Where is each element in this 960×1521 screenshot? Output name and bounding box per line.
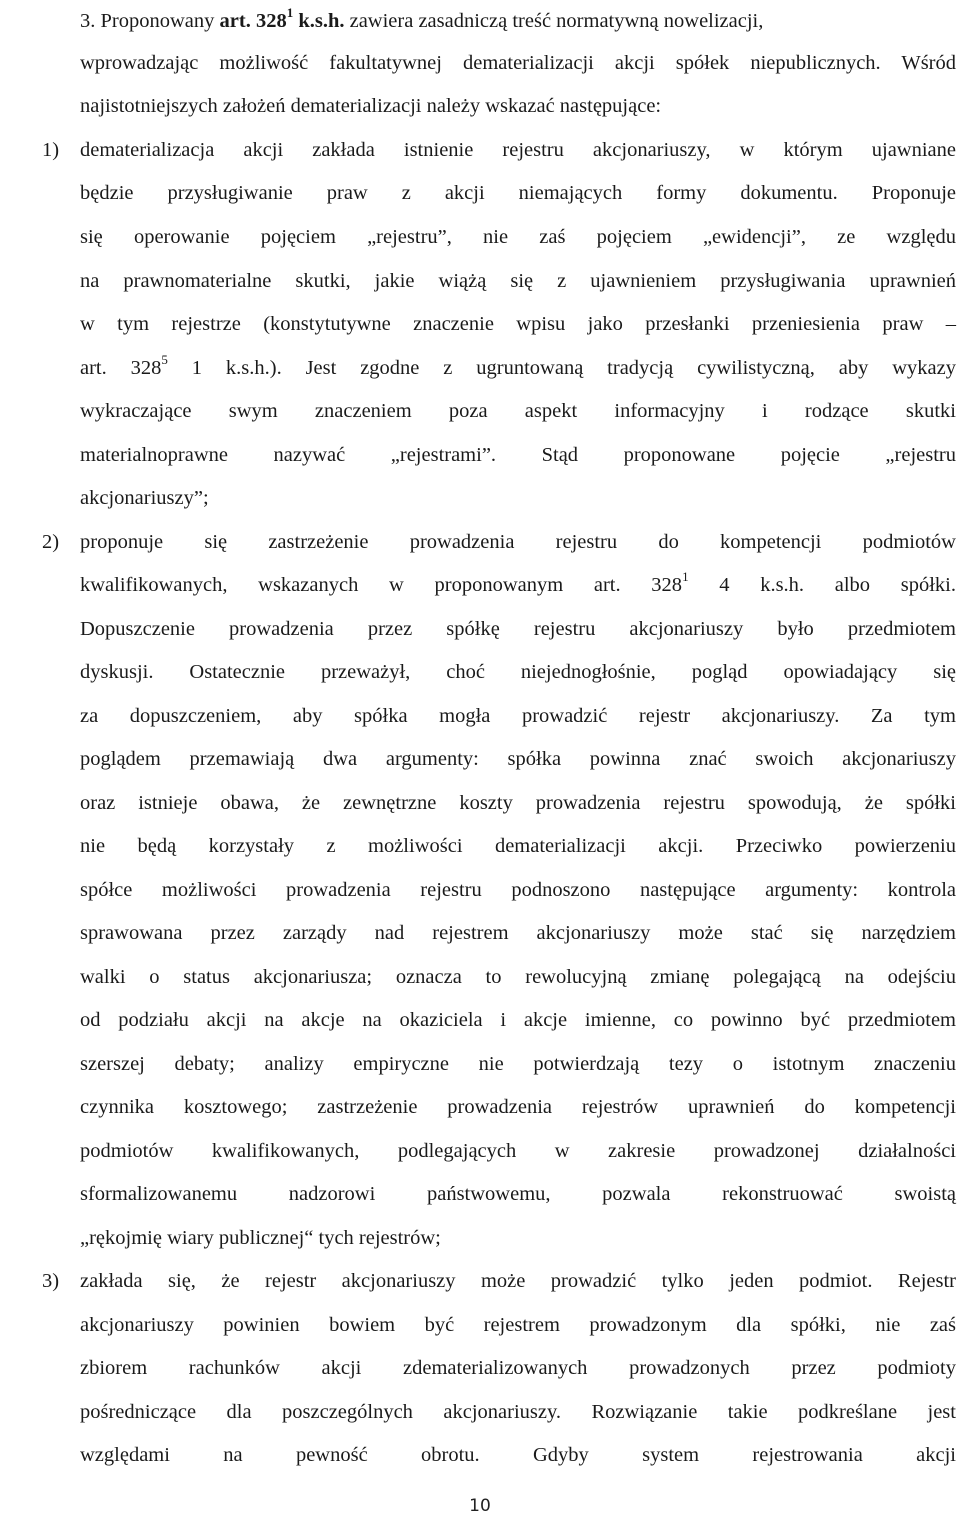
item-2-line: podmiotów kwalifikowanych, podlegających w zakresie prowadzonej działalności [80,1140,956,1162]
item-2-line: spółce możliwości prowadzenia rejestru podnoszono następujące argumenty: kontrola [80,879,956,901]
item-2-line: proponuje się zastrzeżenie prowadzenia rejestru do kompetencji podmiotów [80,531,956,553]
section-number: 3. [80,10,96,32]
item-2-line: walki o status akcjonariusza; oznacza to rewolucyjną zmianę polegającą na odejściu [80,966,956,988]
item-1-number: 1) [42,139,60,161]
item-2-line: Dopuszczenie prowadzenia przez spółkę rejestru akcjonariuszy było przedmiotem [80,618,956,640]
item-3-line: zbiorem rachunków akcji zdematerializowanych prowadzonych przez podmioty [80,1357,956,1379]
section-3-line-2: wprowadzając możliwość fakultatywnej dematerializacji akcji spółek niepublicznych. Wśród [80,52,956,74]
item-2-line: dyskusji. Ostatecznie przeważył, choć niejednogłośnie, pogląd opowiadający się [80,661,956,683]
item-2-line: czynnika kosztowego; zastrzeżenie prowadzenia rejestrów uprawnień do kompetencji [80,1096,956,1118]
item-3-line: względami na pewność obrotu. Gdyby system rejestrowania akcji [80,1444,956,1466]
section-3-line-3: najistotniejszych założeń dematerializacji należy wskazać następujące: [80,95,662,117]
item-2-number: 2) [42,531,60,553]
item-2-line: oraz istnieje obawa, że zewnętrzne koszty prowadzenia rejestru spowodują, że spółki [80,792,956,814]
item-1-line: materialnoprawne nazywać „rejestrami”. Stąd proponowane pojęcie „rejestru [80,444,956,466]
item-1-line: na prawnomaterialne skutki, jakie wiążą się z ujawnieniem przysługiwania uprawnień [80,270,956,292]
page-number: 10 [469,1496,491,1516]
item-1-line: będzie przysługiwanie praw z akcji niemających formy dokumentu. Proponuje [80,182,956,204]
item-1-line: dematerializacja akcji zakłada istnienie rejestru akcjonariuszy, w którym ujawniane [80,139,956,161]
section-prefix: Proponowany [100,10,215,32]
item-2-line: sprawowana przez zarządy nad rejestrem akcjonariuszy może stać się narzędziem [80,922,956,944]
section-3-line-1 [80,5,764,34]
item-1-line-6: art. $328^5$ 1 k.s.h.). Jest zgodne z ugruntowaną tradycją cywilistyczną, aby wykazy [80,352,957,379]
item-2-line: od podziału akcji na akcje na okaziciela i akcje imienne, co powinno być przedmiotem [80,1009,956,1031]
item-2-line: „rękojmię wiary publicznej“ tych rejestrów; [80,1227,441,1249]
item-2-line-2: kwalifikowanych, wskazanych w proponowanym art. $328^1$ 4 k.s.h. albo spółki. [80,569,956,596]
item-1-line: się operowanie pojęciem „rejestru”, nie zaś pojęciem „ewidencji”, ze względu [80,226,956,248]
item-2-line: nie będą korzystały z możliwości dematerializacji akcji. Przeciwko powierzeniu [80,835,956,857]
item-1-line: wykraczające swym znaczeniem poza aspekt informacyjny i rodzące skutki [80,400,956,422]
item-3-line: pośredniczące dla poszczególnych akcjonariuszy. Rozwiązanie takie podkreślane jest [80,1401,956,1423]
item-3-line: akcjonariuszy powinien bowiem być rejestrem prowadzonym dla spółki, nie zaś [80,1314,956,1336]
item-2-line: poglądem przemawiają dwa argumenty: spółka powinna znać swoich akcjonariuszy [80,748,956,770]
item-1-line: w tym rejestrze (konstytutywne znaczenie wpisu jako przesłanki przeniesienia praw – [80,313,956,335]
item-2-line: szerszej debaty; analizy empiryczne nie potwierdzają tezy o istotnym znaczeniu [80,1053,956,1075]
item-1-line: akcjonariuszy”; [80,487,209,509]
item-2-line: za dopuszczeniem, aby spółka mogła prowadzić rejestr akcjonariuszy. Za tym [80,705,956,727]
item-2-line: sformalizowanemu nadzorowi państwowemu, pozwala rekonstruować swoistą [80,1183,956,1205]
item-3-number: 3) [42,1270,60,1292]
item-3-line: zakłada się, że rejestr akcjonariuszy może prowadzić tylko jeden podmiot. Rejestr [80,1270,956,1292]
article-reference: art. $328^1$ k.s.h. [219,5,345,32]
section-line-1-rest: zawiera zasadniczą treść normatywną nowelizacji, [349,10,764,32]
